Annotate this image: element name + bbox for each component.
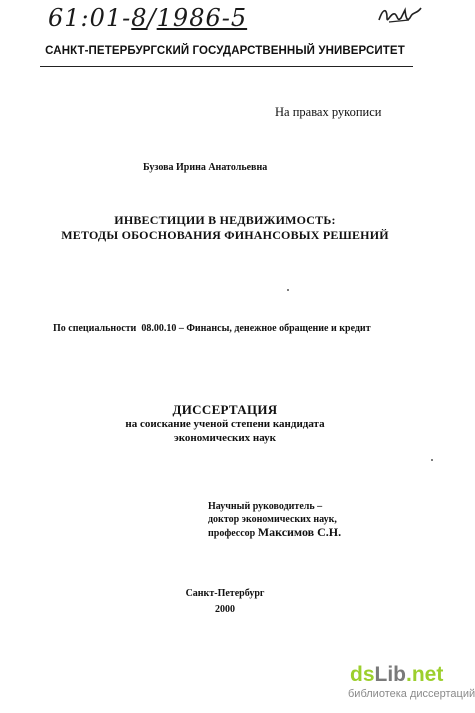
advisor-degree: доктор экономических наук, bbox=[208, 514, 337, 525]
advisor-name: Максимов С.Н. bbox=[257, 525, 342, 539]
university-name: САНКТ-ПЕТЕРБУРГСКИЙ ГОСУДАРСТВЕННЫЙ УНИВЕРСИТЕТ bbox=[45, 45, 405, 57]
specialty-prefix: По специальности bbox=[53, 323, 137, 334]
dissertation-title bbox=[0, 213, 450, 243]
catalog-code-part-c: / bbox=[147, 4, 157, 32]
specialty-line bbox=[53, 323, 371, 334]
advisor-rank-name bbox=[208, 526, 341, 540]
specialty-description: – Финансы, денежное обращение и кредит bbox=[178, 323, 371, 334]
title-line-1: ИНВЕСТИЦИИ В НЕДВИЖИМОСТЬ: bbox=[114, 213, 336, 227]
degree-line-2: экономических наук bbox=[173, 431, 277, 444]
handwritten-catalog-code bbox=[48, 4, 247, 32]
title-line-2: МЕТОДЫ ОБОСНОВАНИЯ ФИНАНСОВЫХ РЕШЕНИЙ bbox=[61, 228, 389, 242]
scan-speck bbox=[431, 459, 433, 461]
specialty-code: 08.00.10 bbox=[141, 323, 177, 334]
scientific-advisor bbox=[208, 500, 341, 540]
catalog-code-part-a: 61:01- bbox=[48, 4, 132, 32]
handwritten-signature-icon bbox=[375, 4, 425, 28]
degree-statement bbox=[0, 418, 450, 445]
scan-speck bbox=[287, 289, 289, 291]
city: Санкт-Петербург bbox=[185, 588, 265, 599]
header-divider bbox=[40, 66, 413, 67]
advisor-role: Научный руководитель – bbox=[208, 501, 323, 512]
catalog-code-part-d: 1986-5 bbox=[156, 4, 248, 32]
logo-net: .net bbox=[406, 663, 444, 686]
year: 2000 bbox=[215, 604, 235, 615]
advisor-rank: профессор bbox=[208, 528, 256, 539]
logo-ds: ds bbox=[350, 663, 375, 686]
dslib-watermark-logo bbox=[350, 663, 443, 687]
document-type-heading: ДИССЕРТАЦИЯ bbox=[172, 402, 278, 417]
degree-line-1: на соискание ученой степени кандидата bbox=[125, 418, 325, 430]
catalog-code-part-b: 8 bbox=[131, 4, 148, 32]
manuscript-rights-note: На правах рукописи bbox=[275, 105, 382, 119]
logo-lib: Lib bbox=[374, 663, 407, 686]
watermark-subtitle: библиотека диссертаций bbox=[348, 688, 475, 700]
author-name: Бузова Ирина Анатольевна bbox=[143, 162, 268, 173]
